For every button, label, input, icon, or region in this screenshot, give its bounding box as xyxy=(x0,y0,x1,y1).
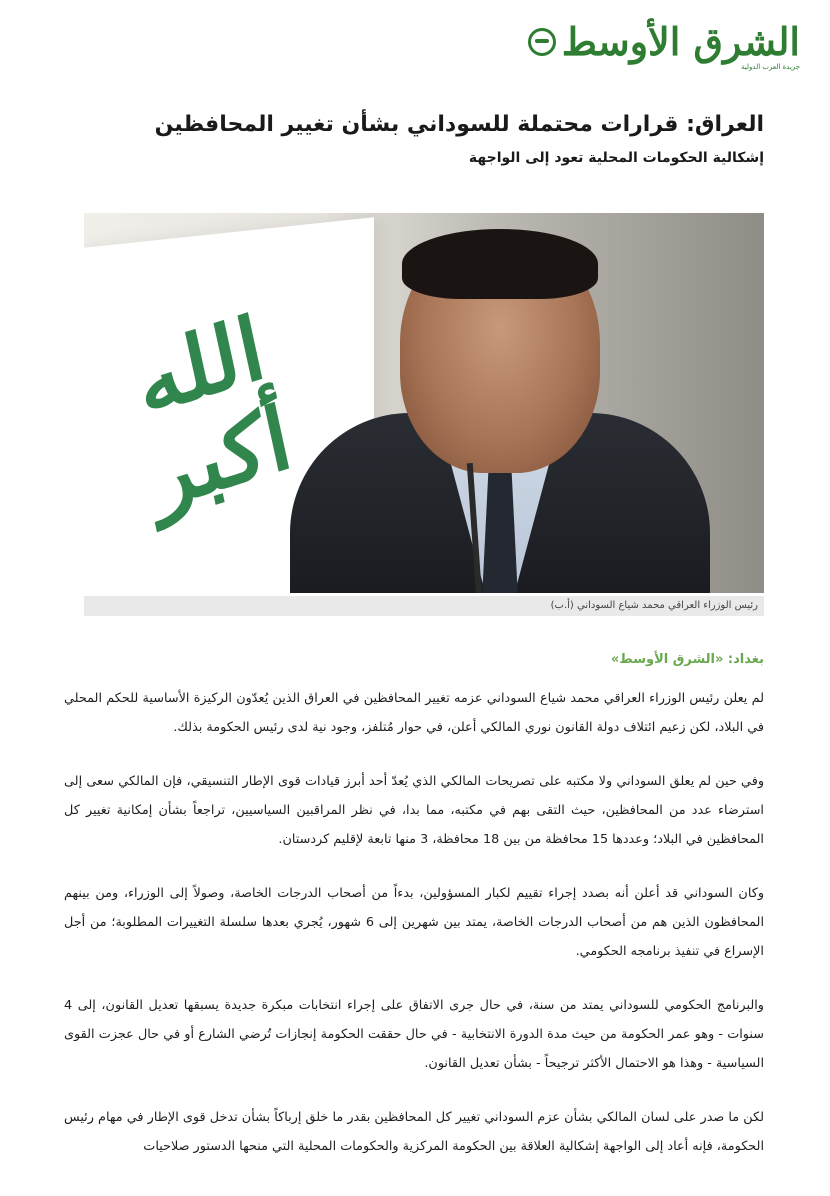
globe-icon xyxy=(528,28,556,56)
newspaper-logo[interactable] xyxy=(500,19,800,64)
article-headline: العراق: قرارات محتملة للسوداني بشأن تغيير المحافظين xyxy=(154,112,764,137)
article-body xyxy=(64,684,764,1186)
article-paragraph: والبرنامج الحكومي للسوداني يمتد من سنة، في حال جرى الاتفاق على إجراء انتخابات مبكرة جديدة يسبقها تعديل القانون، إلى 4 سنوات - وهو عمر الحكومة من حيث مدة الدورة الانتخابية - في حال حققت الحكومة إنجازات تُرضي الشارع أو في حال عجزت القوى السياسية - وهذا هو الاحتمال الأكثر ترجيحاً - بشأن تعديل القانون. xyxy=(64,998,764,1071)
masthead xyxy=(500,19,800,72)
article-paragraph: وكان السوداني قد أعلن أنه بصدد إجراء تقييم لكبار المسؤولين، بدءاً من أصحاب الدرجات الخاصة، وصولاً إلى الوزراء، ومن بينهم المحافظون الذين هم من أصحاب الدرجات الخاصة، يمتد بين شهرين إلى 6 شهور، يُجري بعدها سلسلة التغييرات المطلوبة؛ من أجل الإسراع في تنفيذ برنامجه الحكومي. xyxy=(64,886,764,959)
person-figure xyxy=(290,223,710,593)
article-photo xyxy=(84,213,764,593)
article-dateline: بغداد: «الشرق الأوسط» xyxy=(610,652,764,667)
article-paragraph: لكن ما صدر على لسان المالكي بشأن عزم السوداني تغيير كل المحافظين بقدر ما خلق إرباكاً بشأن تدخل قوى الإطار في مهام رئيس الحكومة، فإنه أعاد إلى الواجهة إشكالية العلاقة بين الحكومة المركزية والحكومات المحلية التي منحها الدستور صلاحيات xyxy=(64,1110,764,1154)
newspaper-tagline: جريدة العرب الدولية xyxy=(741,63,800,71)
newspaper-name: الشرق الأوسط xyxy=(561,19,800,64)
hair-shape xyxy=(402,229,598,299)
article-paragraph: وفي حين لم يعلق السوداني ولا مكتبه على تصريحات المالكي الذي يُعدّ أحد أبرز قيادات قوى الإطار التنسيقي، فإن المالكي سعى إلى استرضاء عدد من المحافظين، حيث التقى بهم في مكتبه، مما بدا، في نظر المراقبين السياسيين، تراجعاً بشأن إمكانية تغيير كل المحافظين في البلاد؛ وعددها 15 محافظة من بين 18 محافظة، 3 منها تابعة لإقليم كردستان. xyxy=(64,774,764,847)
article-paragraph: لم يعلن رئيس الوزراء العراقي محمد شياع السوداني عزمه تغيير المحافظين في العراق الذين يُعدّون الركيزة الأساسية للحكم المحلي في البلاد، لكن زعيم ائتلاف دولة القانون نوري المالكي أعلن، في حوار مُتلفز، وجود نية لدى رئيس الحكومة بذلك. xyxy=(64,691,764,735)
article-subheadline: إشكالية الحكومات المحلية تعود إلى الواجهة xyxy=(468,150,764,166)
photo-caption: رئيس الوزراء العراقي محمد شياع السوداني (أ.ب) xyxy=(84,596,764,616)
flag-script: الله أكبر xyxy=(126,295,300,529)
